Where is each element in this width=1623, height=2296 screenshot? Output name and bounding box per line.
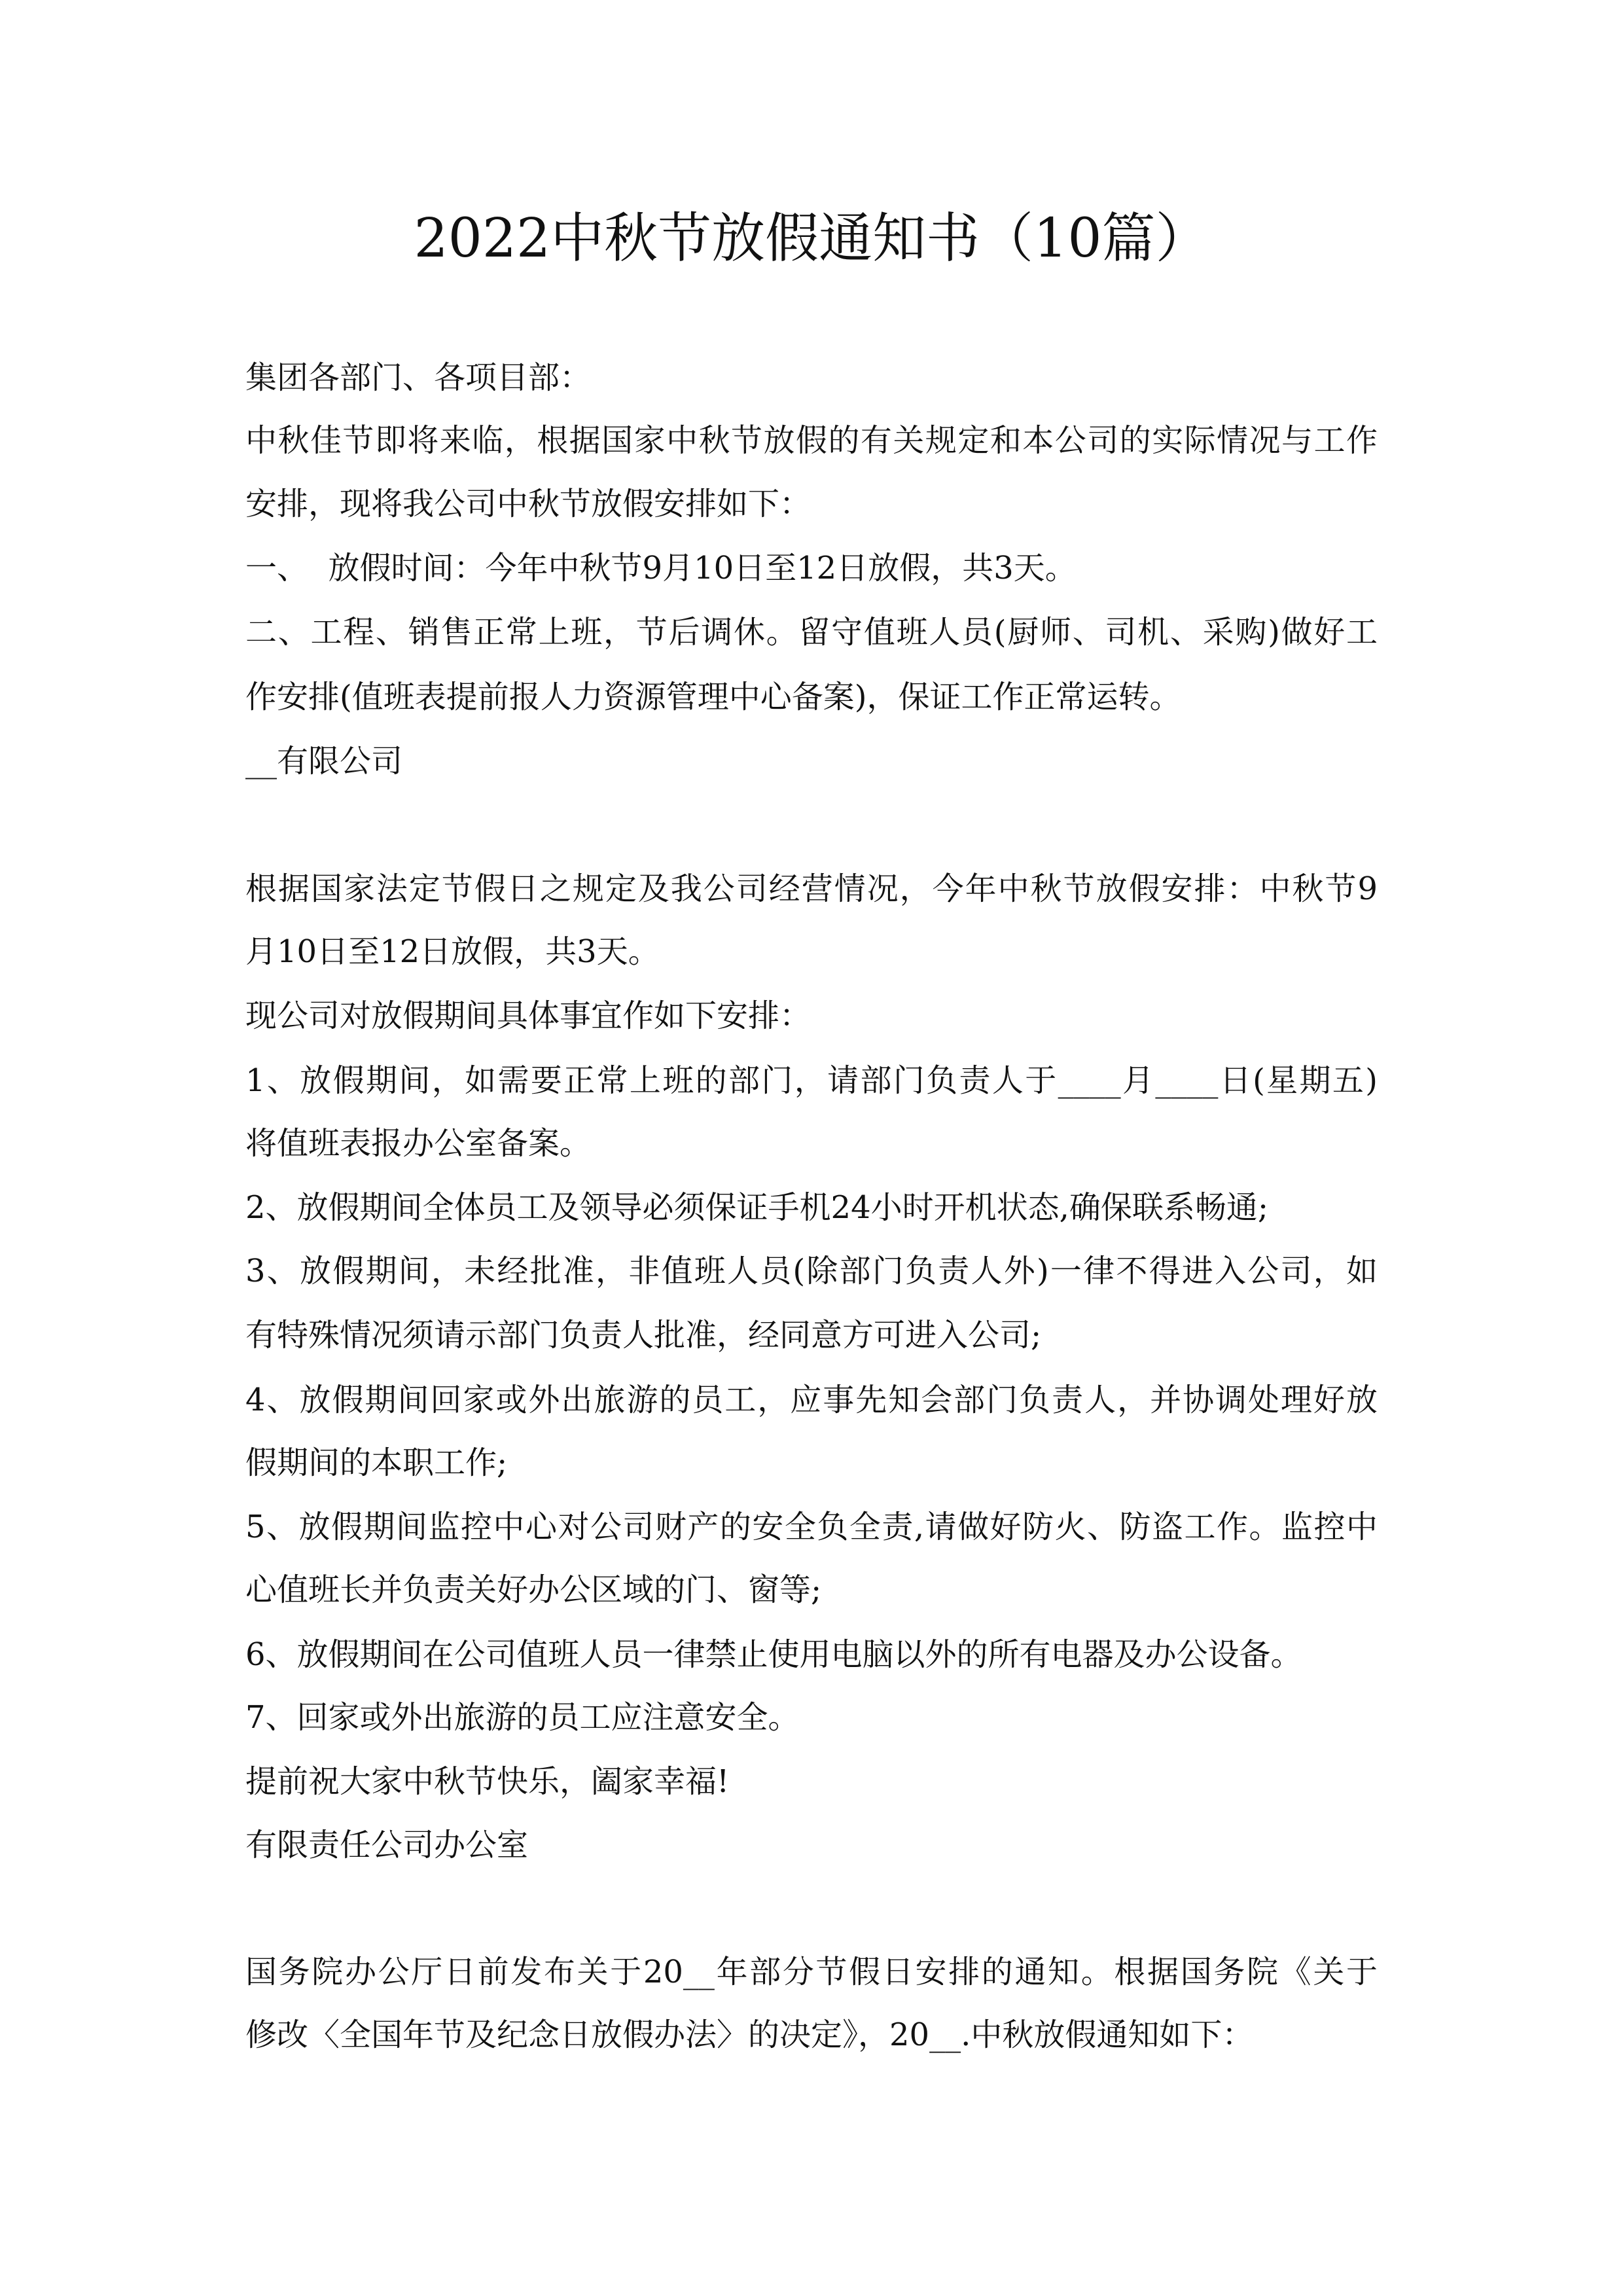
text-line: 二、工程、销售正常上班，节后调休。留守值班人员(厨师、司机、采购)做好工 — [245, 614, 1378, 651]
text-line: 集团各部门、各项目部： — [245, 359, 592, 396]
text-line: 2、放假期间全体员工及领导必须保证手机24小时开机状态,确保联系畅通; — [245, 1189, 1269, 1226]
text-line: 假期间的本职工作; — [245, 1444, 508, 1481]
text-line: 4、放假期间回家或外出旅游的员工，应事先知会部门负责人，并协调处理好放 — [245, 1382, 1378, 1418]
text-line: 作安排(值班表提前报人力资源管理中心备案)，保证工作正常运转。 — [245, 679, 1181, 715]
text-line: 现公司对放假期间具体事宜作如下安排： — [245, 997, 812, 1034]
text-line: 有特殊情况须请示部门负责人批准，经同意方可进入公司; — [245, 1317, 1042, 1354]
text-line: 一、 放假时间：今年中秋节9月10日至12日放假，共3天。 — [245, 550, 1077, 586]
text-line: 心值班长并负责关好办公区域的门、窗等; — [245, 1571, 822, 1608]
text-line: 安排，现将我公司中秋节放假安排如下： — [245, 486, 812, 522]
text-line: 3、放假期间，未经批准，非值班人员(除部门负责人外)一律不得进入公司，如 — [245, 1253, 1378, 1289]
text-line: 6、放假期间在公司值班人员一律禁止使用电脑以外的所有电器及办公设备。 — [245, 1636, 1302, 1673]
document-title: 2022中秋节放假通知书（10篇） — [414, 207, 1209, 270]
text-line: 7、回家或外出旅游的员工应注意安全。 — [245, 1699, 800, 1736]
text-line: 根据国家法定节假日之规定及我公司经营情况，今年中秋节放假安排：中秋节9 — [245, 870, 1378, 907]
text-line: 1、放假期间，如需要正常上班的部门，请部门负责人于____月____日(星期五) — [245, 1062, 1378, 1099]
text-line: __有限公司 — [245, 743, 403, 780]
text-line: 有限责任公司办公室 — [245, 1827, 529, 1863]
text-line: 5、放假期间监控中心对公司财产的安全负全责,请做好防火、防盗工作。监控中 — [245, 1509, 1378, 1545]
text-line: 中秋佳节即将来临，根据国家中秋节放假的有关规定和本公司的实际情况与工作 — [245, 422, 1378, 459]
text-line: 修改〈全国年节及纪念日放假办法〉的决定》，20__.中秋放假通知如下： — [245, 2017, 1254, 2053]
text-line: 国务院办公厅日前发布关于20__年部分节假日安排的通知。根据国务院《关于 — [245, 1954, 1378, 1990]
text-line: 将值班表报办公室备案。 — [245, 1125, 592, 1162]
text-line: 提前祝大家中秋节快乐，阖家幸福! — [245, 1763, 730, 1800]
text-line: 月10日至12日放假，共3天。 — [245, 933, 660, 970]
